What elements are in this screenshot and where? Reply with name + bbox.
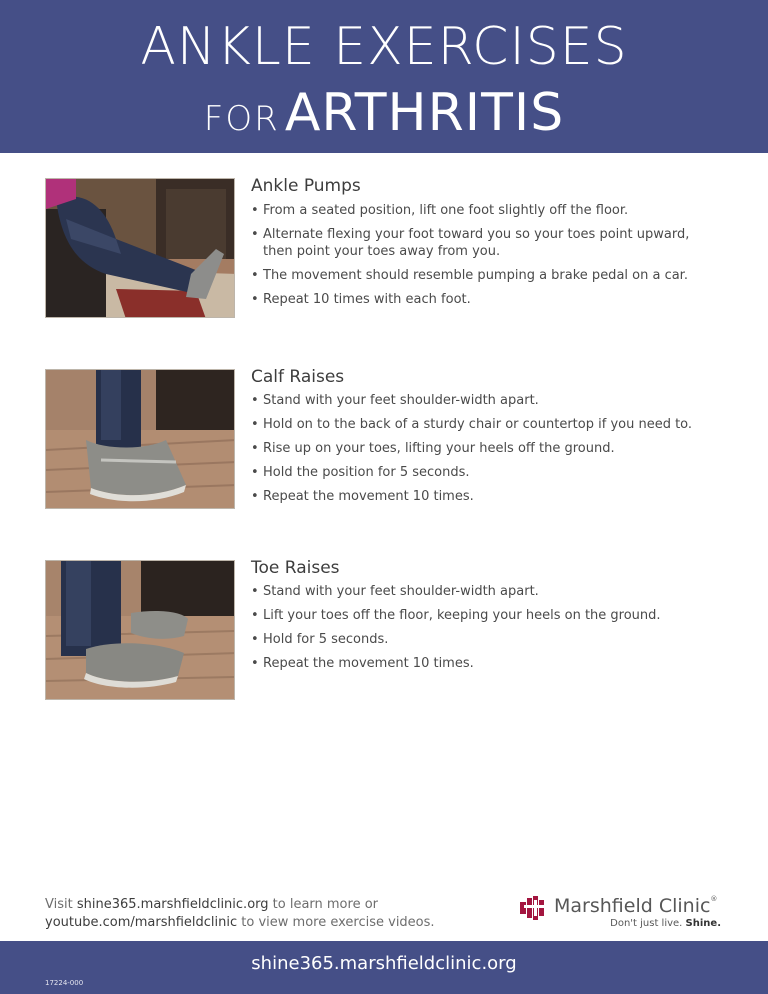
exercise-title: Toe Raises — [251, 558, 340, 578]
visit-prefix: Visit — [45, 897, 77, 912]
registered-mark: ® — [710, 895, 718, 903]
footer-line-2 — [45, 914, 435, 932]
logo-name-text: Marshfield Clinic — [554, 895, 711, 917]
instruction-item: • Hold for 5 seconds. — [251, 631, 711, 648]
shine365-link[interactable]: shine365.marshfieldclinic.org — [76, 897, 269, 912]
instruction-item: • The movement should resemble pumping a brake pedal on a car. — [251, 267, 711, 284]
seated-ankle-pump-photo — [45, 178, 235, 318]
marshfield-clinic-logo-icon — [520, 896, 546, 920]
instruction-item: • Alternate flexing your foot toward you so your toes point upward, then point your toes away from you. — [251, 226, 711, 260]
instruction-item: • Repeat the movement 10 times. — [251, 488, 711, 505]
instruction-item: • From a seated position, lift one foot slightly off the floor. — [251, 202, 711, 219]
instruction-item: • Repeat 10 times with each foot. — [251, 291, 711, 308]
exercise-instructions — [251, 583, 711, 679]
exercise-title: Calf Raises — [251, 367, 345, 387]
toe-raise-photo — [45, 560, 235, 700]
footer-info — [45, 896, 435, 932]
title-arthritis: ARTHRITIS — [284, 83, 565, 143]
instruction-item: • Rise up on your toes, lifting your heels off the ground. — [251, 440, 711, 457]
footer-url-link[interactable]: shine365.marshfieldclinic.org — [251, 953, 517, 974]
title-for: FOR — [203, 99, 280, 139]
header-banner — [0, 0, 768, 153]
youtube-link[interactable]: youtube.com/marshfieldclinic — [45, 915, 238, 930]
document-code: 17224-000 — [45, 979, 84, 987]
instruction-item: • Stand with your feet shoulder-width apart. — [251, 392, 711, 409]
footer-line-1 — [45, 896, 435, 914]
youtube-suffix: to view more exercise videos. — [237, 915, 435, 930]
title-line-2 — [0, 82, 768, 156]
tagline-strong: Shine. — [685, 918, 721, 929]
logo-wordmark — [554, 895, 717, 917]
instruction-item: • Repeat the movement 10 times. — [251, 655, 711, 672]
title-line-1: ANKLE EXERCISES — [140, 17, 628, 77]
logo-tagline — [610, 918, 721, 929]
instruction-item: • Hold on to the back of a sturdy chair or countertop if you need to. — [251, 416, 711, 433]
instruction-item: • Hold the position for 5 seconds. — [251, 464, 711, 481]
exercise-instructions — [251, 202, 711, 315]
footer-banner — [0, 941, 768, 994]
marshfield-clinic-logo — [520, 894, 725, 934]
calf-raise-photo — [45, 369, 235, 509]
tagline-prefix: Don't just live. — [610, 918, 686, 929]
instruction-item: • Stand with your feet shoulder-width apart. — [251, 583, 711, 600]
instruction-item: • Lift your toes off the floor, keeping your heels on the ground. — [251, 607, 711, 624]
exercise-title: Ankle Pumps — [251, 176, 361, 196]
exercise-instructions — [251, 392, 711, 512]
visit-suffix: to learn more or — [268, 897, 378, 912]
